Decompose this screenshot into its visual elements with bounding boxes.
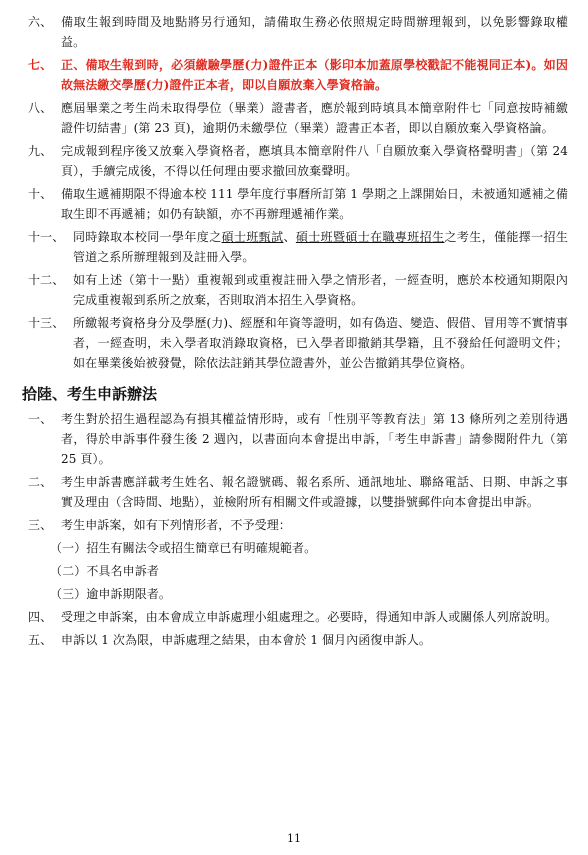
item-number: 十一、 — [28, 230, 65, 244]
item-text-after: 之考生，僅能擇一招生管道之系所辦理報到及註冊入學。 — [73, 230, 568, 264]
underlined-term-1: 碩士班甄試 — [221, 230, 284, 244]
item-text: 備取生遞補期限不得逾本校 111 學年度行事曆所訂第 1 學期之上課開始日，未被通知遞補之備取生即不再遞補；如仍有缺額，亦不再辦理遞補作業。 — [61, 187, 568, 221]
list-item-7-warning — [22, 55, 568, 95]
list-item-8 — [22, 98, 568, 138]
item-text: 如有上述（第十一點）重複報到或重複註冊入學之情形者，一經查明，應於本校通知期限內完成重複報到系所之放棄，否則取消本招生入學資格。 — [73, 273, 568, 307]
item-number: （一） — [50, 541, 87, 555]
item-number: 十、 — [28, 187, 53, 201]
item-text-before: 同時錄取本校同一學年度之 — [73, 230, 222, 244]
list-item-9 — [22, 141, 568, 181]
item-number: 七、 — [28, 58, 53, 72]
item-text: 不具名申訴者 — [86, 564, 159, 578]
section-heading: 拾陸、考生申訴辦法 — [22, 385, 158, 403]
item-text: 應屆畢業之考生尚未取得學位（畢業）證書者，應於報到時填具本簡章附件七「同意按時補繳證件切結書」(第 23 頁)，逾期仍未繳學位（畢業）證書正本者，即以自願放棄入學資格論。 — [61, 101, 568, 135]
item-text: 申訴以 1 次為限，申訴處理之結果，由本會於 1 個月內函復申訴人。 — [61, 633, 431, 647]
item-number: （三） — [50, 587, 87, 601]
item-text — [73, 227, 568, 267]
list-item-11 — [22, 227, 568, 267]
item-text-mid: 、 — [283, 230, 296, 244]
item-number: 三、 — [28, 518, 53, 532]
appeal-item-1 — [22, 409, 568, 469]
item-text: 受理之申訴案，由本會成立申訴處理小組處理之。必要時，得通知申訴人或關係人列席說明。 — [61, 610, 558, 624]
item-number: 二、 — [28, 475, 53, 489]
appeal-sub-item-2 — [22, 561, 568, 581]
appeal-item-2 — [22, 472, 568, 512]
item-number: 四、 — [28, 610, 53, 624]
item-text: 招生有關法令或招生簡章已有明確規範者。 — [86, 541, 317, 555]
item-number: 八、 — [28, 101, 53, 115]
item-text: 考生對於招生過程認為有損其權益情形時，或有「性別平等教育法」第 13 條所列之差別待遇者，得於申訴事件發生後 2 週內，以書面向本會提出申訴，「考生申訴書」請參閱附件九（第 25 頁）。 — [61, 412, 568, 466]
list-item-10 — [22, 184, 568, 224]
appeal-item-5 — [22, 630, 568, 650]
item-number: 十二、 — [28, 273, 65, 287]
item-text: 逾申訴期限者。 — [86, 587, 172, 601]
appeal-item-3 — [22, 515, 568, 535]
item-number: 五、 — [28, 633, 53, 647]
item-number: 九、 — [28, 144, 53, 158]
item-text: 完成報到程序後又放棄入學資格者，應填具本簡章附件八「自願放棄入學資格聲明書」（第 24 頁），手續完成後，不得以任何理由要求撤回放棄聲明。 — [61, 144, 568, 178]
list-item-6 — [22, 12, 568, 52]
item-number: 十三、 — [28, 316, 65, 330]
appeal-sub-item-1 — [22, 538, 568, 558]
item-text: 備取生報到時間及地點將另行通知，請備取生務必依照規定時間辦理報到，以免影響錄取權益。 — [61, 15, 568, 49]
item-text: 正、備取生報到時，必須繳驗學歷(力)證件正本（影印本加蓋原學校戳記不能視同正本)。如因故無法繳交學歷(力)證件正本者，即以自願放棄入學資格論。 — [61, 58, 568, 92]
list-item-12 — [22, 270, 568, 310]
item-number: （二） — [50, 564, 87, 578]
appeal-sub-item-3 — [22, 584, 568, 604]
underlined-term-2: 碩士班暨碩士在職專班招生 — [295, 230, 445, 244]
page-number: 11 — [287, 832, 301, 845]
list-item-13 — [22, 313, 568, 373]
item-number: 一、 — [28, 412, 53, 426]
item-text: 考生申訴案，如有下列情形者，不予受理： — [61, 518, 291, 532]
item-text: 考生申訴書應詳載考生姓名、報名證號碼、報名系所、通訊地址、聯絡電話、日期、申訴之事實及理由（含時間、地點），並檢附所有相關文件或證據，以雙掛號郵件向本會提出申訴。 — [61, 475, 568, 509]
item-text: 所繳報考資格身分及學歷(力)、經歷和年資等證明，如有偽造、變造、假借、冒用等不實情事者，一經查明，未入學者取消錄取資格，已入學者即撤銷其學籍，且不發給任何證明文件；如在畢業後始被發覺，除依法註銷其學位證書外，並公告撤銷其學位資格。 — [73, 316, 568, 370]
item-number: 六、 — [28, 15, 53, 29]
appeal-item-4 — [22, 607, 568, 627]
